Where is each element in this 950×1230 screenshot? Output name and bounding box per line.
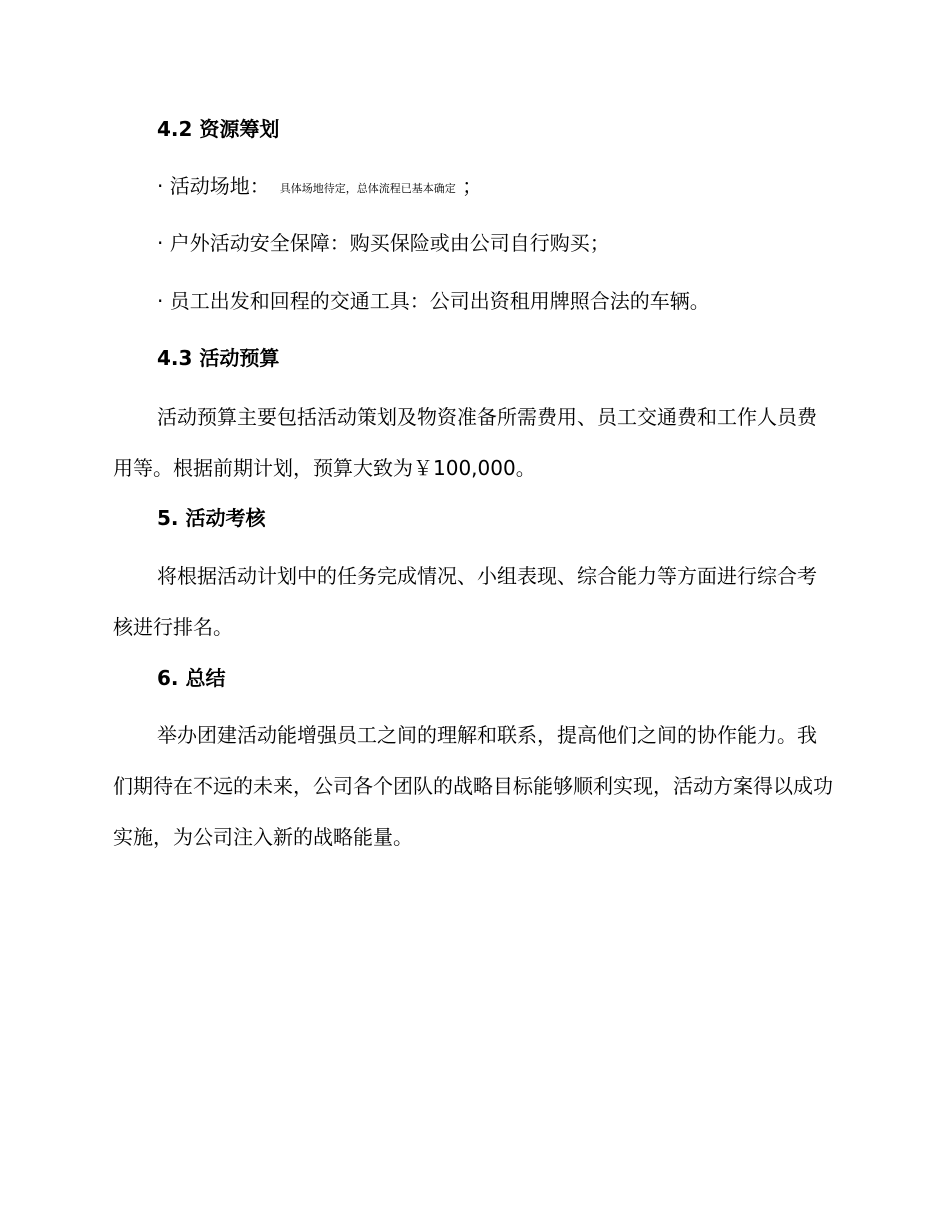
assessment-paragraph: 将根据活动计划中的任务完成情况、小组表现、综合能力等方面进行综合考核进行排名。 <box>113 564 817 639</box>
section-heading-budget: 4.3 活动预算 <box>157 346 280 370</box>
budget-paragraph: 活动预算主要包括活动策划及物资准备所需费用、员工交通费和工作人员费用等。根据前期计划，预算大致为￥100,000。 <box>113 405 817 480</box>
section-heading-assessment: 5. 活动考核 <box>157 506 266 530</box>
bullet-venue-note: 具体场地待定，总体流程已基本确定 <box>279 182 456 195</box>
section-heading-resources: 4.2 资源筹划 <box>157 117 280 141</box>
summary-paragraph: 举办团建活动能增强员工之间的理解和联系，提高他们之间的协作能力。我们期待在不远的未来，公司各个团队的战略目标能够顺利实现，活动方案得以成功实施，为公司注入新的战略能量。 <box>113 723 833 849</box>
bullet-safety: · 户外活动安全保障：购买保险或由公司自行购买； <box>157 231 610 255</box>
bullet-venue <box>157 173 482 202</box>
bullet-transport: · 员工出发和回程的交通工具：公司出资租用牌照合法的车辆。 <box>157 289 710 313</box>
bullet-venue-suffix: ； <box>455 174 483 198</box>
bullet-venue-label: · 活动场地： <box>157 174 270 198</box>
section-heading-summary: 6. 总结 <box>157 666 226 690</box>
